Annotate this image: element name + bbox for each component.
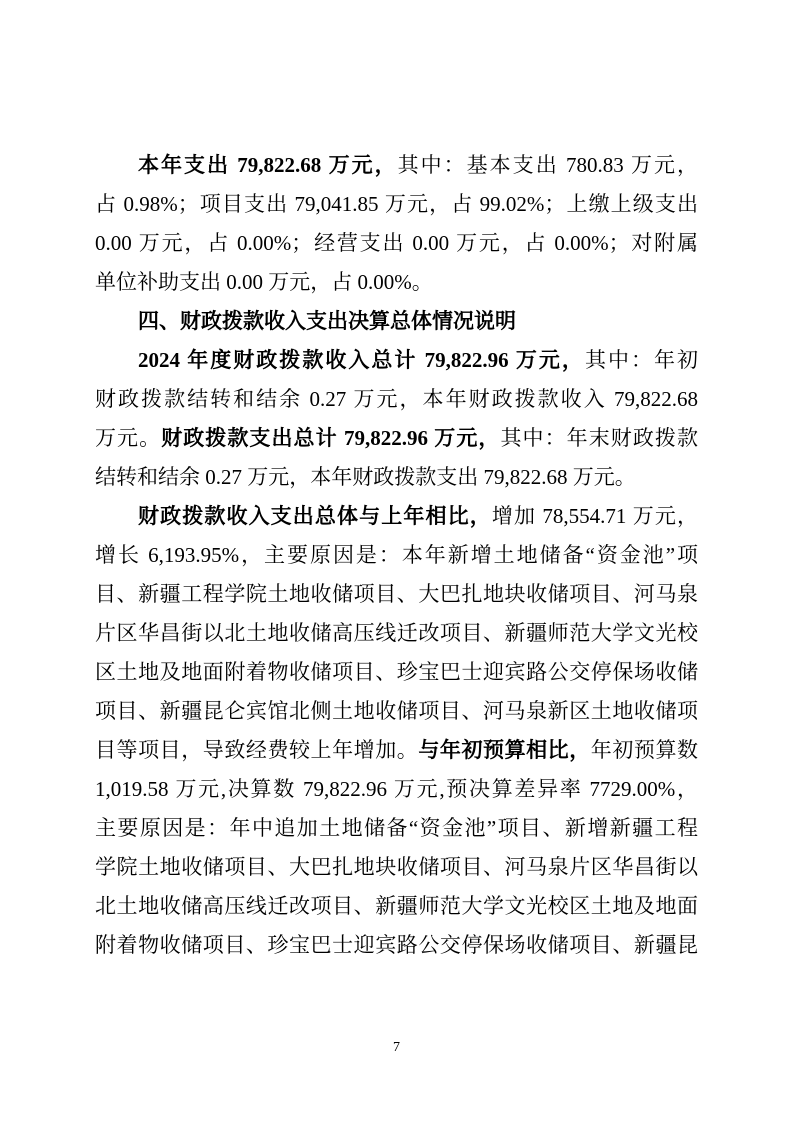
text-line — [95, 848, 698, 887]
text-content — [95, 146, 698, 965]
paragraph-annual-expenditure — [95, 146, 698, 302]
text-line — [95, 224, 698, 263]
text-run: 占 0.98%；项目支出 79,041.85 万元，占 99.02%；上缴上级支出 — [95, 192, 698, 216]
text-line — [95, 653, 698, 692]
paragraph-fiscal-appropriation-totals — [95, 341, 698, 497]
text-line — [95, 146, 698, 185]
text-line — [95, 926, 698, 965]
bold-text-run: 财政拨款支出总计 79,822.96 万元， — [161, 426, 501, 450]
text-run: 增加 78,554.71 万元， — [491, 504, 699, 528]
text-line — [95, 458, 698, 497]
text-line — [95, 380, 698, 419]
bold-text-run: 财政拨款收入支出总体与上年相比， — [138, 504, 492, 528]
bold-text-run: 四、财政拨款收入支出决算总体情况说明 — [138, 310, 516, 333]
bold-text-run: 2024 年度财政拨款收入总计 79,822.96 万元， — [138, 348, 585, 372]
text-line — [95, 770, 698, 809]
text-run: 目等项目，导致经费较上年增加。 — [95, 738, 419, 762]
page-number: 7 — [393, 1040, 400, 1055]
text-run: 学院土地收储项目、大巴扎地块收储项目、河马泉片区华昌街以 — [95, 855, 698, 879]
text-line — [95, 614, 698, 653]
text-line — [95, 419, 698, 458]
text-line — [95, 302, 698, 341]
text-run: 0.00 万元，占 0.00%；经营支出 0.00 万元，占 0.00%；对附属 — [95, 231, 698, 255]
text-run: 单位补助支出 0.00 万元，占 0.00%。 — [95, 270, 433, 294]
text-run: 项目、新疆昆仑宾馆北侧土地收储项目、河马泉新区土地收储项 — [95, 699, 698, 723]
section-heading-four — [95, 302, 698, 341]
text-line — [95, 575, 698, 614]
text-run: 结转和结余 0.27 万元，本年财政拨款支出 79,822.68 万元。 — [95, 465, 636, 489]
text-line — [95, 692, 698, 731]
text-run: 1,019.58 万元,决算数 79,822.96 万元,预决算差异率 7729.00%， — [95, 777, 698, 801]
paragraph-year-over-year-comparison — [95, 497, 698, 965]
text-run: 区土地及地面附着物收储项目、珍宝巴士迎宾路公交停保场收储 — [95, 660, 698, 684]
text-run: 其中：年初 — [584, 348, 699, 372]
text-run: 万元。 — [95, 426, 162, 450]
text-line — [95, 731, 698, 770]
text-run: 北土地收储高压线迁改项目、新疆师范大学文光校区土地及地面 — [95, 894, 698, 918]
text-run: 附着物收储项目、珍宝巴士迎宾路公交停保场收储项目、新疆昆 — [95, 933, 698, 957]
text-line — [95, 185, 698, 224]
text-run: 增长 6,193.95%，主要原因是：本年新增土地储备“资金池”项 — [95, 543, 698, 567]
text-run: 目、新疆工程学院土地收储项目、大巴扎地块收储项目、河马泉 — [95, 582, 698, 606]
text-line — [95, 809, 698, 848]
text-line — [95, 497, 698, 536]
text-run: 年初预算数 — [590, 738, 699, 762]
text-line — [95, 263, 698, 302]
text-run: 其中：基本支出 780.83 万元， — [397, 153, 699, 177]
text-line — [95, 536, 698, 575]
text-run: 财政拨款结转和结余 0.27 万元，本年财政拨款收入 79,822.68 — [95, 387, 698, 411]
bold-text-run: 与年初预算相比， — [418, 738, 591, 762]
text-run: 其中：年末财政拨款 — [500, 426, 698, 450]
text-line — [95, 887, 698, 926]
bold-text-run: 本年支出 79,822.68 万元， — [138, 153, 398, 177]
text-line — [95, 341, 698, 380]
text-run: 片区华昌街以北土地收储高压线迁改项目、新疆师范大学文光校 — [95, 621, 698, 645]
text-run: 主要原因是：年中追加土地储备“资金池”项目、新增新疆工程 — [95, 816, 698, 840]
